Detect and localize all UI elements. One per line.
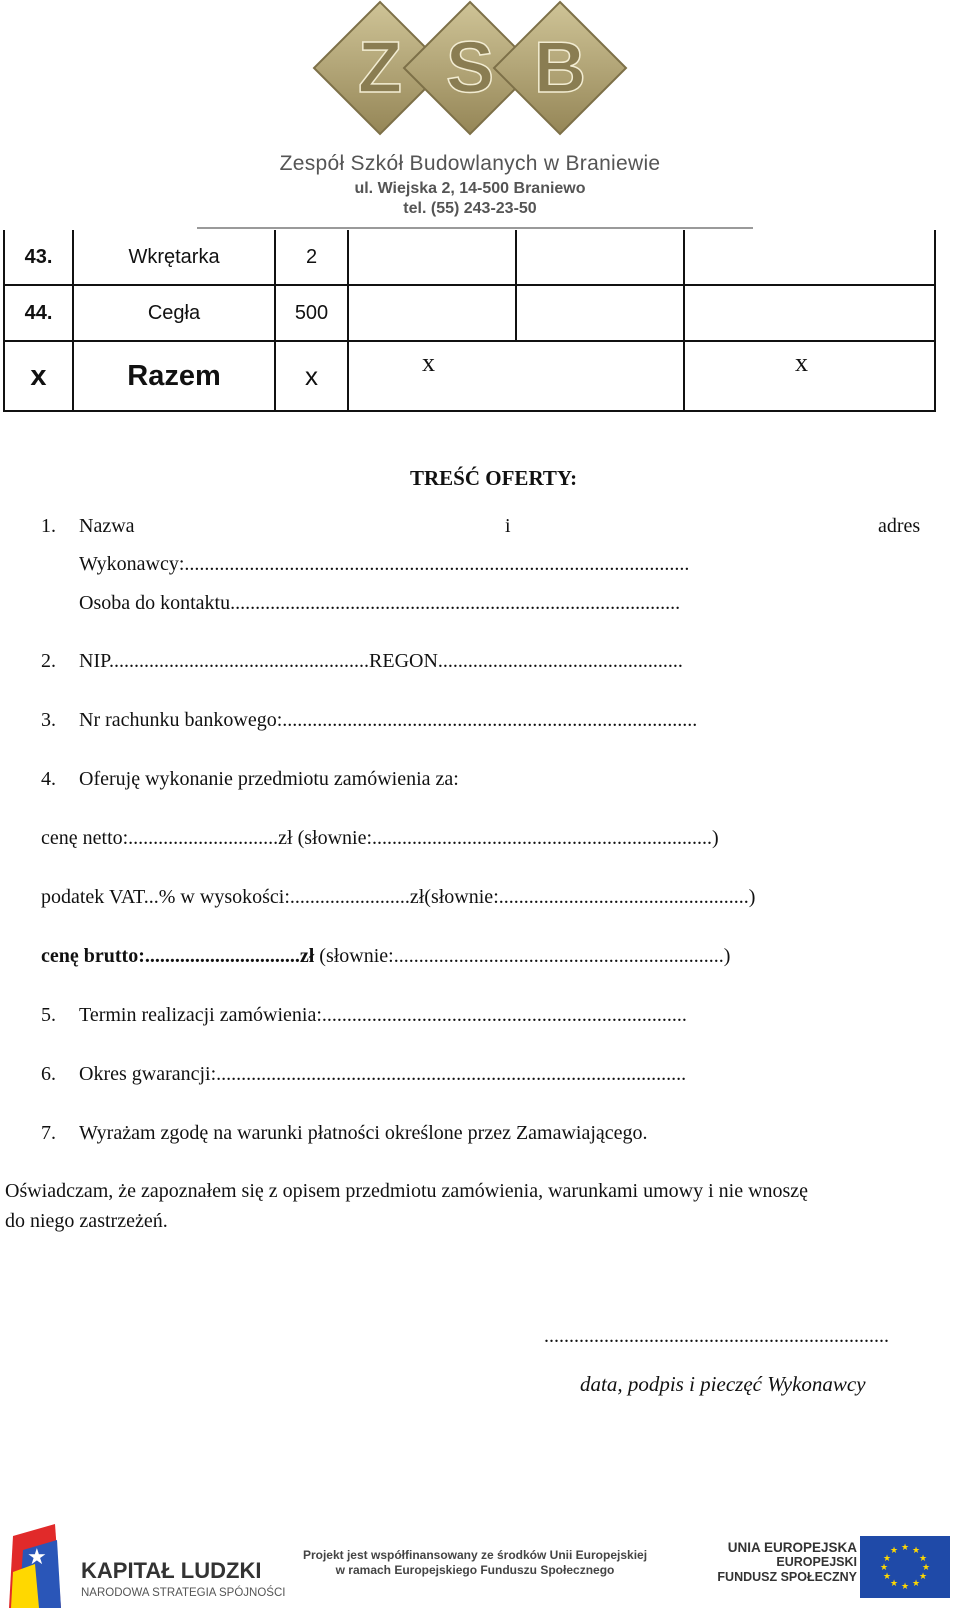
- header-divider: [197, 227, 753, 229]
- completion-date-field: Termin realizacji zamówienia:.........................................................................: [79, 1004, 687, 1026]
- offer-title: TREŚĆ OFERTY:: [410, 466, 578, 490]
- svg-text:★: ★: [889, 1546, 899, 1556]
- svg-text:★: ★: [911, 1579, 921, 1589]
- kapital-ludzki-logo: [5, 1520, 295, 1608]
- bank-account-field: Nr rachunku bankowego:...................................................................................: [79, 709, 698, 731]
- school-name: Zespół Szkół Budowlanych w Braniewie: [279, 152, 661, 175]
- cofinancing-line-2: w ramach Europejskiego Funduszu Społecznego: [335, 1563, 615, 1577]
- school-address: ul. Wiejska 2, 14-500 Braniewo: [354, 180, 586, 197]
- item-name: Wkrętarka: [73, 230, 275, 285]
- contact-person-field: Osoba do kontaktu..........................................................................................: [79, 592, 681, 614]
- signature-line: .....................................................................: [544, 1325, 889, 1347]
- svg-text:★: ★: [889, 1579, 899, 1589]
- table-total-row: [4, 341, 935, 411]
- svg-text:★: ★: [911, 1546, 921, 1556]
- svg-text:★: ★: [879, 1563, 889, 1573]
- empty-cell: [348, 285, 516, 341]
- empty-cell: [516, 285, 684, 341]
- svg-text:S: S: [445, 28, 495, 108]
- warranty-field: Okres gwarancji:..............................................................................................: [79, 1063, 687, 1085]
- vat-field: podatek VAT...% w wysokości:........................zł(słownie:..................................................): [41, 886, 756, 908]
- cofinancing-note: [300, 1548, 650, 1578]
- item-1-word-nazwa: Nazwa: [79, 515, 135, 537]
- total-label: Razem: [73, 341, 275, 411]
- eu-flag-icon: [860, 1536, 950, 1598]
- nip-regon-field: NIP....................................................REGON.................................................: [79, 650, 683, 672]
- svg-text:B: B: [534, 28, 586, 108]
- item-number: 3.: [41, 709, 56, 731]
- kl-subtitle: NARODOWA STRATEGIA SPÓJNOŚCI: [81, 1587, 286, 1599]
- net-price-field: cenę netto:..............................zł (słownie:....................................................................): [41, 827, 719, 849]
- item-number: 2.: [41, 650, 56, 672]
- eu-text: [712, 1540, 857, 1585]
- item-number: 4.: [41, 768, 56, 790]
- svg-text:★: ★: [918, 1572, 928, 1582]
- gross-price-words: (słownie:..................................................................): [314, 945, 731, 967]
- signature-label: data, podpis i pieczęć Wykonawcy: [580, 1372, 866, 1396]
- zsb-logo: [310, 0, 630, 140]
- item-1-word-i: i: [505, 515, 511, 537]
- total-value-marker: x: [684, 341, 935, 411]
- svg-text:★: ★: [27, 1545, 47, 1570]
- table-row: [4, 285, 935, 341]
- contractor-field: Wykonawcy:.....................................................................................................: [79, 553, 690, 575]
- item-name: Cegła: [73, 285, 275, 341]
- svg-text:Z: Z: [358, 28, 402, 108]
- item-number: 6.: [41, 1063, 56, 1085]
- row-number: 43.: [4, 230, 73, 285]
- item-number: 5.: [41, 1004, 56, 1026]
- item-quantity: 500: [275, 285, 348, 341]
- items-table: [3, 230, 936, 412]
- school-phone: tel. (55) 243-23-50: [403, 200, 537, 217]
- eu-line-3: FUNDUSZ SPOŁECZNY: [717, 1570, 857, 1584]
- offer-price-heading: Oferuję wykonanie przedmiotu zamówienia za:: [79, 768, 459, 790]
- svg-text:★: ★: [918, 1554, 928, 1564]
- empty-cell: [684, 230, 935, 285]
- svg-text:★: ★: [900, 1543, 910, 1553]
- svg-text:★: ★: [921, 1563, 931, 1573]
- eu-line-2: EUROPEJSKI: [776, 1555, 857, 1569]
- cofinancing-line-1: Projekt jest współfinansowany ze środków Unii Europejskiej: [302, 1548, 648, 1562]
- svg-text:★: ★: [900, 1582, 910, 1592]
- total-price-marker: x: [348, 341, 684, 411]
- item-number: 7.: [41, 1122, 56, 1144]
- payment-terms-consent: Wyrażam zgodę na warunki płatności określone przez Zamawiającego.: [79, 1122, 648, 1144]
- row-number: 44.: [4, 285, 73, 341]
- empty-cell: [348, 230, 516, 285]
- gross-price-field: [41, 945, 730, 968]
- kl-title: KAPITAŁ LUDZKI: [81, 1558, 262, 1583]
- item-quantity: 2: [275, 230, 348, 285]
- total-marker: x: [4, 341, 73, 411]
- svg-text:★: ★: [882, 1554, 892, 1564]
- total-qty-marker: x: [275, 341, 348, 411]
- svg-text:★: ★: [882, 1572, 892, 1582]
- table-row: [4, 230, 935, 285]
- statement-line-1: Oświadczam, że zapoznałem się z opisem przedmiotu zamówienia, warunkami umowy i nie wnoszę: [5, 1180, 809, 1202]
- empty-cell: [684, 285, 935, 341]
- gross-price-label: cenę brutto:...............................zł: [41, 945, 315, 967]
- item-number: 1.: [41, 515, 56, 537]
- eu-line-1: UNIA EUROPEJSKA: [727, 1540, 857, 1555]
- item-1-word-adres: adres: [878, 515, 921, 537]
- statement-line-2: do niego zastrzeżeń.: [5, 1210, 168, 1232]
- empty-cell: [516, 230, 684, 285]
